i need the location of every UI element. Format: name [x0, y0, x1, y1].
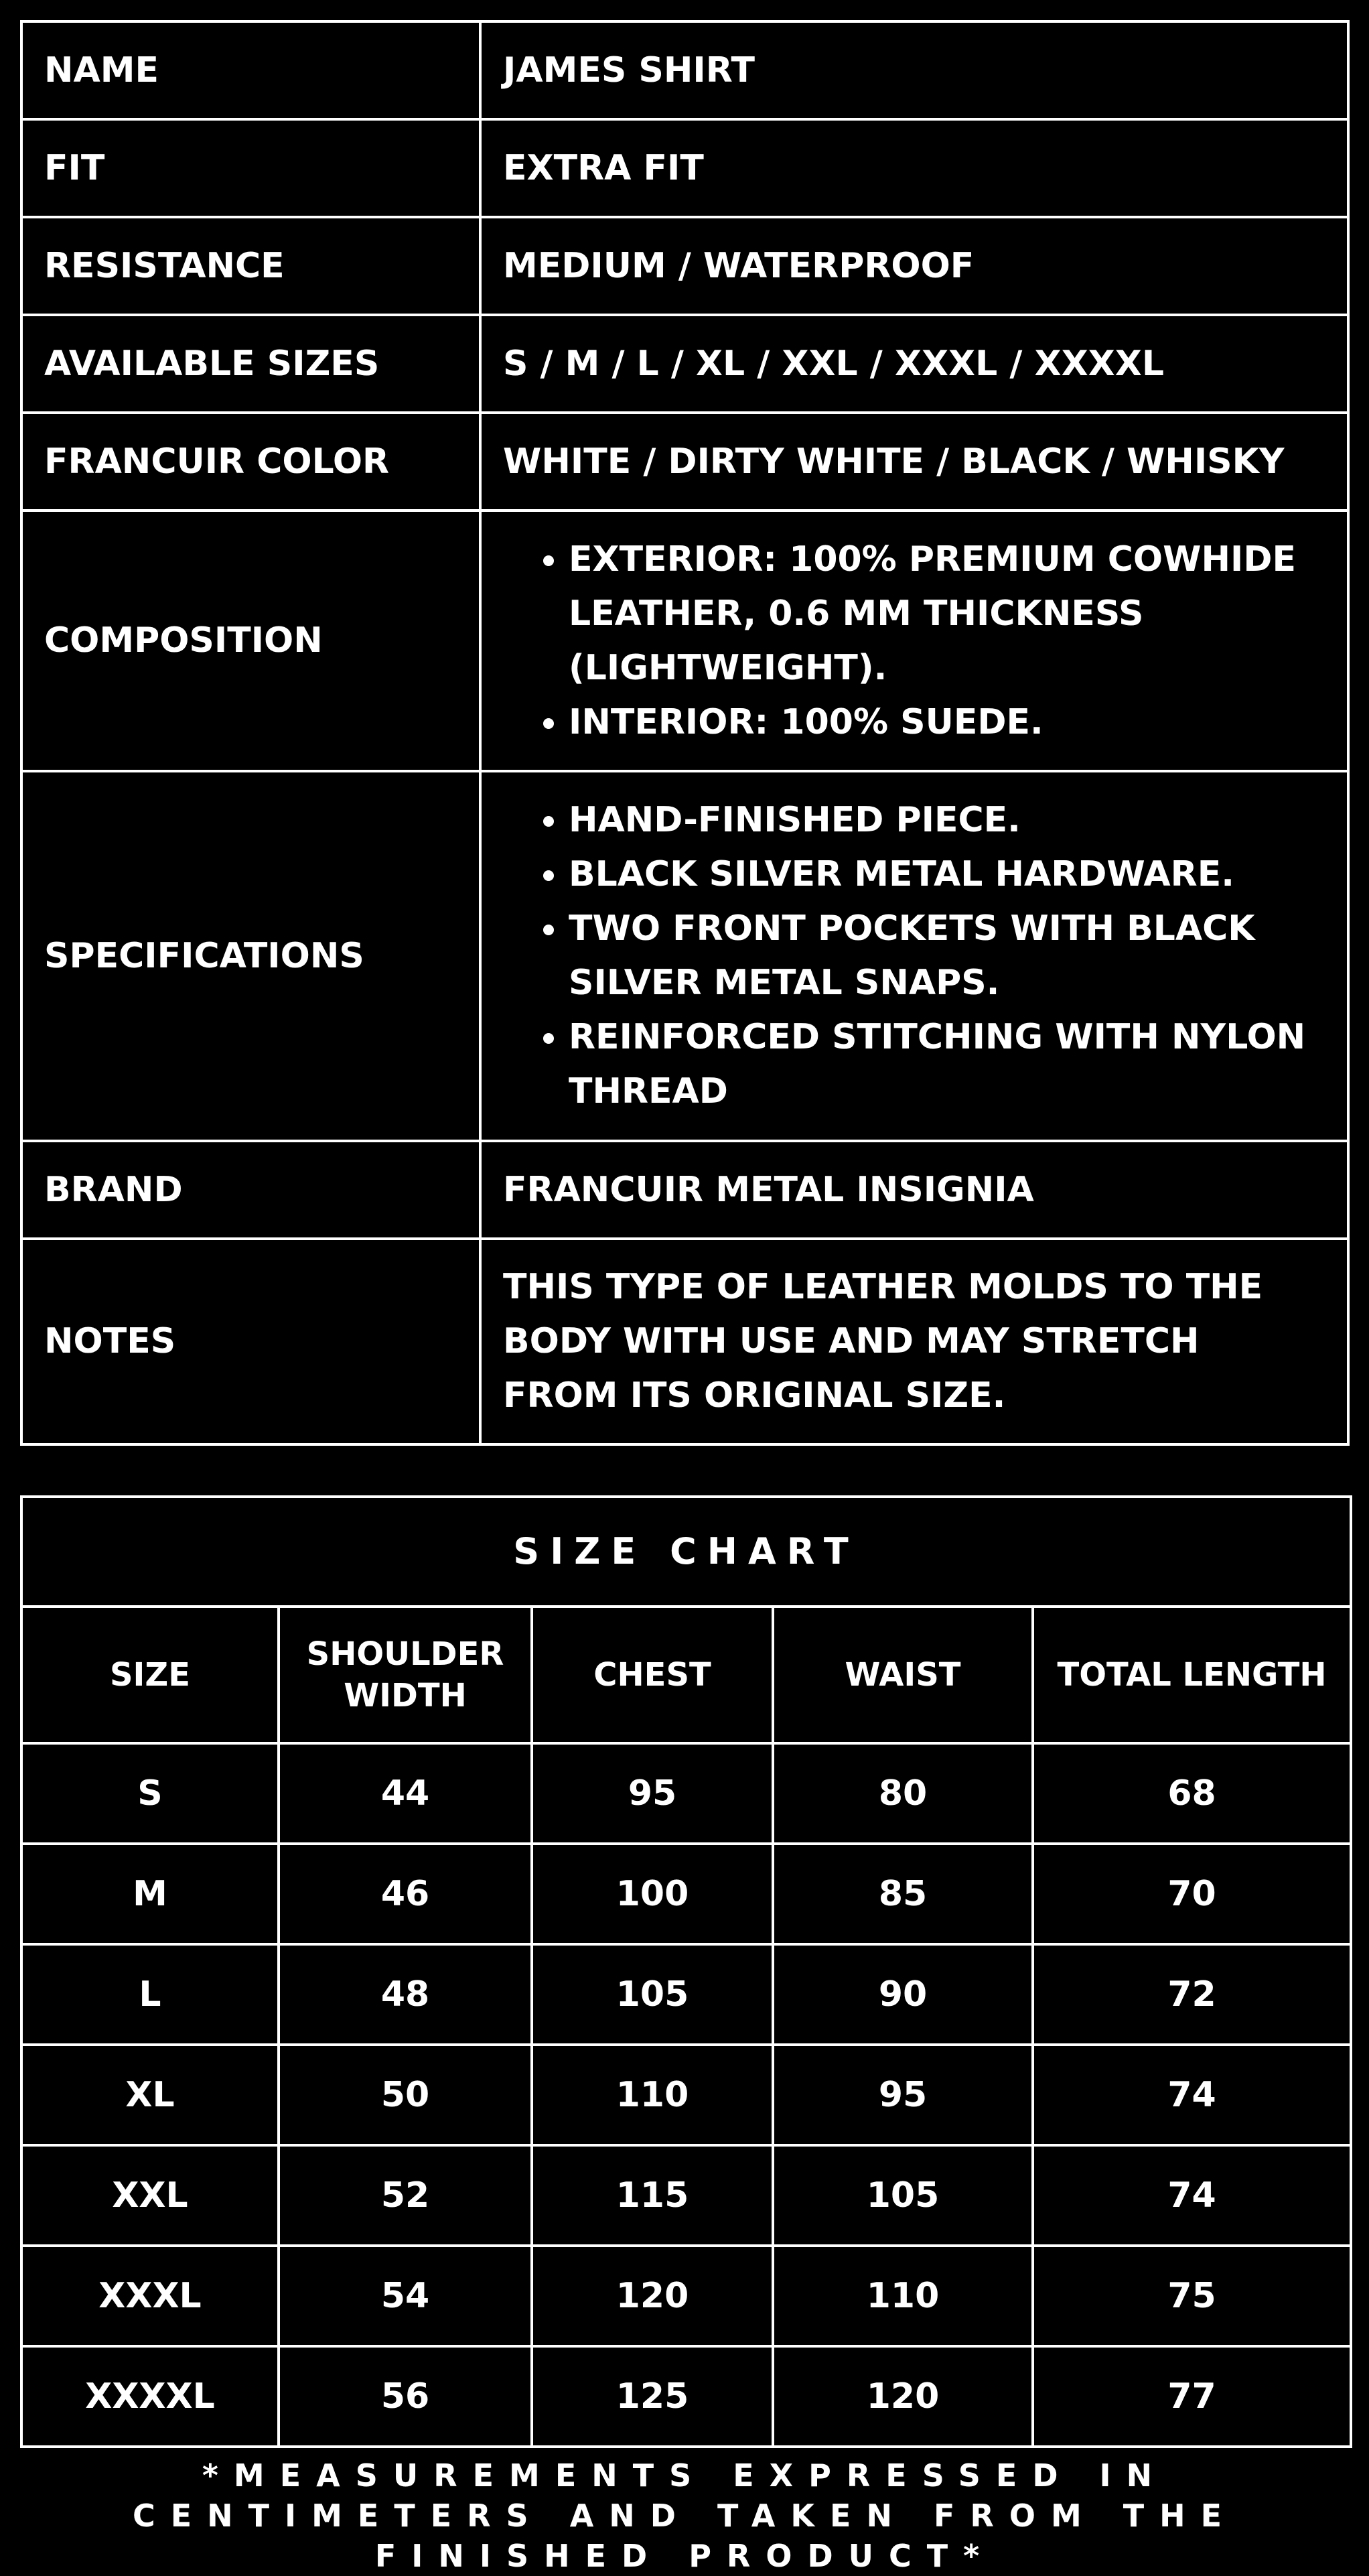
table-row [21, 2145, 1351, 2246]
cell-size: S [21, 1743, 279, 1844]
specifications-list [503, 793, 1325, 1119]
spec-row-color [21, 413, 1348, 511]
spec-row-specifications [21, 771, 1348, 1141]
spec-label-resistance: RESISTANCE [21, 217, 480, 315]
spec-row-fit [21, 119, 1348, 217]
cell-waist: 85 [773, 1844, 1033, 1944]
spec-label-color: FRANCUIR COLOR [21, 413, 480, 511]
cell-chest: 120 [532, 2246, 773, 2346]
list-item: • EXTERIOR: 100% PREMIUM COWHIDE LEATHER, 0.6 MM THICKNESS (LIGHTWEIGHT). [569, 533, 1325, 695]
composition-list [503, 533, 1325, 750]
cell-length: 74 [1033, 2145, 1351, 2246]
spec-row-resistance [21, 217, 1348, 315]
list-item: • BLACK SILVER METAL HARDWARE. [569, 848, 1325, 902]
table-row [21, 2346, 1351, 2447]
spec-value-resistance: MEDIUM / WATERPROOF [480, 217, 1348, 315]
spec-label-notes: NOTES [21, 1239, 480, 1444]
cell-size: XL [21, 2045, 279, 2145]
spec-value-specifications [480, 771, 1348, 1141]
cell-shoulder: 44 [279, 1743, 532, 1844]
table-row [21, 1944, 1351, 2045]
cell-length: 72 [1033, 1944, 1351, 2045]
spec-label-specifications: SPECIFICATIONS [21, 771, 480, 1141]
spec-value-notes: THIS TYPE OF LEATHER MOLDS TO THE BODY WITH USE AND MAY STRETCH FROM ITS ORIGINAL SIZE. [480, 1239, 1348, 1444]
spec-value-brand: FRANCUIR METAL INSIGNIA [480, 1141, 1348, 1239]
table-row [21, 2045, 1351, 2145]
column-header-waist: WAIST [773, 1607, 1033, 1743]
spec-value-composition [480, 511, 1348, 771]
size-chart-title-row [21, 1497, 1351, 1607]
size-chart-title: SIZE CHART [21, 1497, 1351, 1607]
spec-value-name: JAMES SHIRT [480, 21, 1348, 119]
spec-row-composition [21, 511, 1348, 771]
cell-shoulder: 50 [279, 2045, 532, 2145]
spec-label-name: NAME [21, 21, 480, 119]
cell-waist: 95 [773, 2045, 1033, 2145]
measurement-footnote: *MEASUREMENTS EXPRESSED IN CENTIMETERS AND TAKEN FROM THE FINISHED PRODUCT* [132, 2457, 1238, 2574]
cell-length: 77 [1033, 2346, 1351, 2447]
column-header-size: SIZE [21, 1607, 279, 1743]
cell-size: XXL [21, 2145, 279, 2246]
cell-chest: 100 [532, 1844, 773, 1944]
cell-length: 70 [1033, 1844, 1351, 1944]
spec-label-sizes: AVAILABLE SIZES [21, 315, 480, 413]
list-item: • REINFORCED STITCHING WITH NYLON THREAD [569, 1010, 1325, 1119]
table-row [21, 2246, 1351, 2346]
spec-row-notes [21, 1239, 1348, 1444]
cell-shoulder: 56 [279, 2346, 532, 2447]
cell-length: 74 [1033, 2045, 1351, 2145]
column-header-chest: CHEST [532, 1607, 773, 1743]
spec-value-color: WHITE / DIRTY WHITE / BLACK / WHISKY [480, 413, 1348, 511]
cell-size: L [21, 1944, 279, 2045]
cell-chest: 95 [532, 1743, 773, 1844]
spec-label-fit: FIT [21, 119, 480, 217]
size-chart-header-row [21, 1607, 1351, 1743]
cell-length: 75 [1033, 2246, 1351, 2346]
cell-size: XXXL [21, 2246, 279, 2346]
column-header-shoulder-width: SHOULDER WIDTH [279, 1607, 532, 1743]
cell-size: XXXXL [21, 2346, 279, 2447]
cell-shoulder: 52 [279, 2145, 532, 2246]
cell-waist: 120 [773, 2346, 1033, 2447]
spec-label-composition: COMPOSITION [21, 511, 480, 771]
list-item: • INTERIOR: 100% SUEDE. [569, 695, 1325, 750]
cell-waist: 110 [773, 2246, 1033, 2346]
list-item: • TWO FRONT POCKETS WITH BLACK SILVER METAL SNAPS. [569, 902, 1325, 1010]
cell-chest: 125 [532, 2346, 773, 2447]
table-row [21, 1743, 1351, 1844]
size-chart-table [20, 1495, 1352, 2448]
spec-value-sizes: S / M / L / XL / XXL / XXXL / XXXXL [480, 315, 1348, 413]
spec-row-brand [21, 1141, 1348, 1239]
cell-length: 68 [1033, 1743, 1351, 1844]
product-spec-table [20, 20, 1350, 1446]
cell-shoulder: 54 [279, 2246, 532, 2346]
cell-shoulder: 48 [279, 1944, 532, 2045]
table-row [21, 1844, 1351, 1944]
cell-shoulder: 46 [279, 1844, 532, 1944]
cell-chest: 105 [532, 1944, 773, 2045]
column-header-total-length: TOTAL LENGTH [1033, 1607, 1351, 1743]
spec-row-name [21, 21, 1348, 119]
cell-chest: 115 [532, 2145, 773, 2246]
spec-label-brand: BRAND [21, 1141, 480, 1239]
cell-size: M [21, 1844, 279, 1944]
spec-value-fit: EXTRA FIT [480, 119, 1348, 217]
spec-row-sizes [21, 315, 1348, 413]
cell-waist: 80 [773, 1743, 1033, 1844]
list-item: • HAND-FINISHED PIECE. [569, 793, 1325, 848]
cell-waist: 90 [773, 1944, 1033, 2045]
cell-waist: 105 [773, 2145, 1033, 2246]
cell-chest: 110 [532, 2045, 773, 2145]
